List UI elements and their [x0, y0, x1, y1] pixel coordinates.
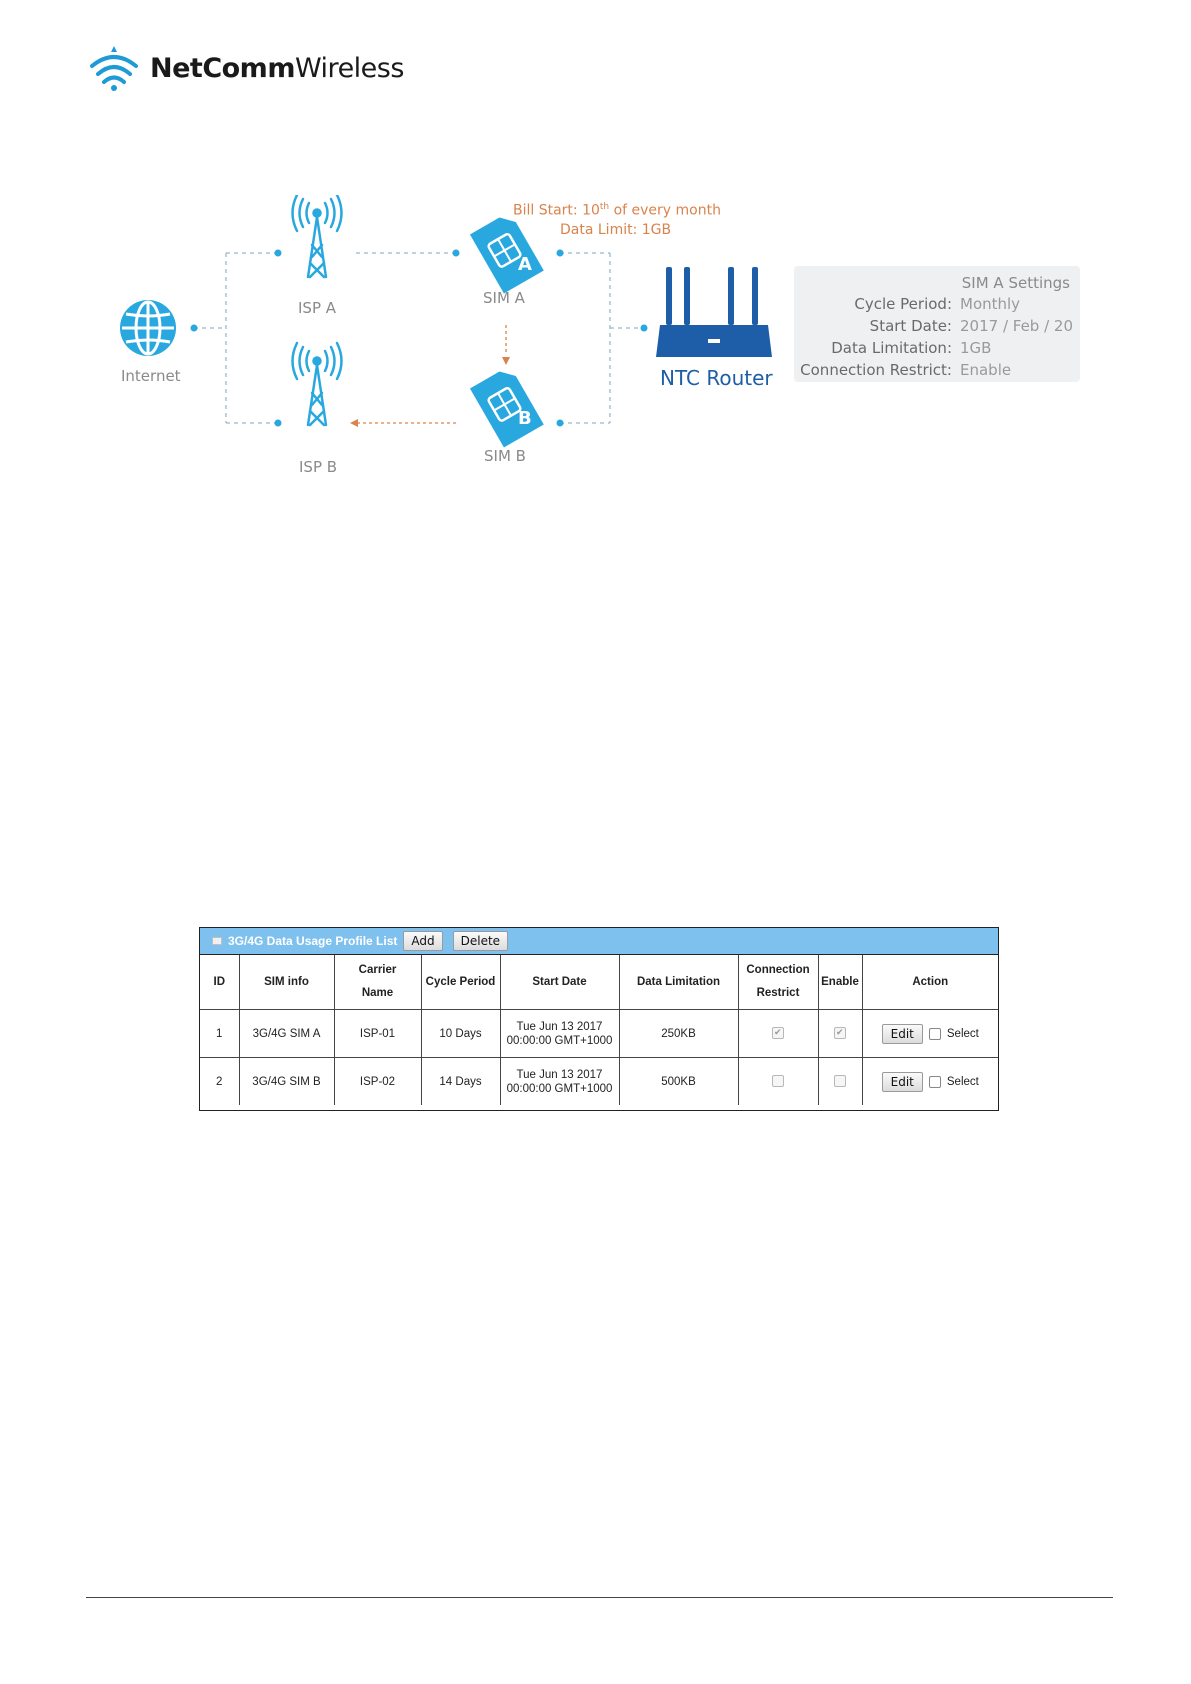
isp-a-tower-icon: [293, 195, 342, 277]
list-icon: [212, 937, 222, 945]
col-sim-info: SIM info: [239, 955, 334, 1010]
select-checkbox[interactable]: [929, 1076, 941, 1088]
table-header-row: [200, 955, 998, 1010]
edit-button[interactable]: Edit: [882, 1024, 923, 1044]
cell-cycle: 10 Days: [421, 1010, 500, 1058]
col-cycle-period: Cycle Period: [421, 955, 500, 1010]
table-title: 3G/4G Data Usage Profile List: [228, 934, 398, 948]
cell-restrict: [738, 1010, 818, 1058]
isp-a-label: ISP A: [298, 299, 337, 317]
cell-carrier: ISP-02: [334, 1058, 421, 1106]
enable-checkbox: [834, 1027, 846, 1039]
table-row: [200, 1010, 998, 1058]
sim-a-letter: A: [518, 254, 532, 275]
sim-b-letter: B: [518, 408, 532, 429]
brand-logo: [88, 44, 404, 92]
brand-name: NetCommWireless: [150, 52, 404, 84]
cell-enable: [818, 1058, 862, 1106]
settings-value: 1GB: [960, 339, 992, 357]
restrict-checkbox: [772, 1075, 784, 1087]
table-header-bar: [200, 928, 998, 955]
sim-a-card-icon: [470, 212, 544, 294]
col-enable: Enable: [818, 955, 862, 1010]
cell-sim-info: 3G/4G SIM A: [239, 1010, 334, 1058]
cell-sim-info: 3G/4G SIM B: [239, 1058, 334, 1106]
delete-button[interactable]: Delete: [453, 931, 508, 951]
cell-id: 1: [200, 1010, 239, 1058]
connection-lines: [194, 253, 644, 423]
sim-a-label: SIM A: [483, 289, 525, 307]
settings-key: Data Limitation:: [831, 339, 952, 357]
enable-checkbox: [834, 1075, 846, 1087]
sim-b-label: SIM B: [484, 447, 526, 465]
sim-b-card-icon: [470, 366, 544, 448]
wifi-logo-icon: [88, 44, 140, 92]
edit-button[interactable]: Edit: [882, 1072, 923, 1092]
router-label: NTC Router: [660, 366, 773, 390]
data-limit-note: Data Limit: 1GB: [560, 222, 672, 238]
col-action: Action: [862, 955, 998, 1010]
select-label: Select: [946, 1075, 979, 1088]
settings-title: SIM A Settings: [961, 274, 1070, 292]
select-checkbox[interactable]: [929, 1028, 941, 1040]
settings-value: 2017 / Feb / 20: [960, 317, 1073, 335]
arrow-down-icon: [502, 357, 510, 365]
cell-enable: [818, 1010, 862, 1058]
settings-key: Connection Restrict:: [800, 361, 952, 379]
cell-id: 2: [200, 1058, 239, 1106]
sim-a-settings-panel: [794, 266, 1080, 382]
select-label: Select: [946, 1027, 979, 1040]
add-button[interactable]: Add: [403, 931, 442, 951]
table-row: [200, 1058, 998, 1106]
col-carrier-name: Carrier Name: [334, 955, 421, 1010]
data-usage-profile-list: [199, 927, 999, 1111]
restrict-checkbox: [772, 1027, 784, 1039]
settings-key: Start Date:: [869, 317, 952, 335]
cell-action: [862, 1058, 998, 1106]
profile-table: [200, 955, 998, 1105]
col-start-date: Start Date: [500, 955, 619, 1010]
isp-b-tower-icon: [293, 343, 342, 425]
settings-value: Monthly: [960, 295, 1021, 313]
col-data-limitation: Data Limitation: [619, 955, 738, 1010]
settings-value: Enable: [960, 361, 1012, 379]
arrow-left-icon: [350, 419, 358, 427]
col-id: ID: [200, 955, 239, 1010]
connection-dots: [191, 250, 648, 427]
bill-start-note: Bill Start: 10th of every month: [513, 202, 721, 219]
cell-limit: 500KB: [619, 1058, 738, 1106]
cell-start-date: Tue Jun 13 2017 00:00:00 GMT+1000: [500, 1058, 619, 1106]
cell-restrict: [738, 1058, 818, 1106]
cell-limit: 250KB: [619, 1010, 738, 1058]
globe-icon: [120, 300, 176, 356]
cell-carrier: ISP-01: [334, 1010, 421, 1058]
internet-label: Internet: [121, 367, 181, 385]
cell-start-date: Tue Jun 13 2017 00:00:00 GMT+1000: [500, 1010, 619, 1058]
router-icon: [656, 267, 772, 357]
cell-action: [862, 1010, 998, 1058]
footer-divider: [86, 1597, 1113, 1598]
cell-cycle: 14 Days: [421, 1058, 500, 1106]
settings-key: Cycle Period:: [854, 295, 952, 313]
isp-b-label: ISP B: [299, 458, 338, 476]
col-connection-restrict: Connection Restrict: [738, 955, 818, 1010]
